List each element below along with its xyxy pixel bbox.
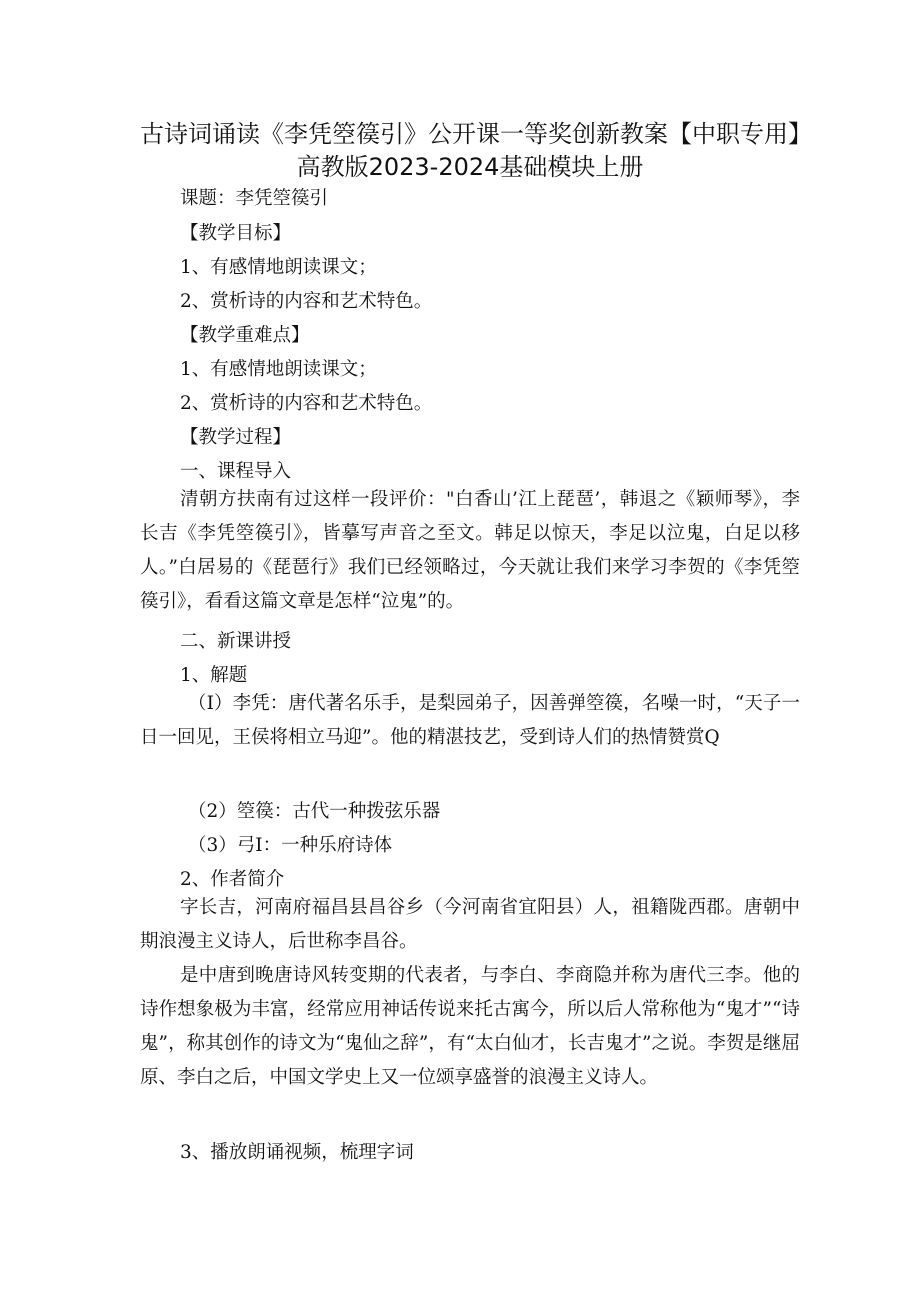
heading-teaching-process: 【教学过程】 [180,427,292,448]
key-point-2: 2、赏析诗的内容和艺术特色。 [180,393,433,414]
note-konghou: （2）箜篌：古代一种拨弦乐器 [188,801,441,822]
subsection-recitation-video: 3、播放朗诵视频，梳理字词 [180,1142,414,1163]
heading-key-points: 【教学重难点】 [180,325,310,346]
subsection-author-intro: 2、作者简介 [180,869,285,890]
lesson-topic: 课题：李凭箜篌引 [180,188,329,209]
document-title: 古诗词诵读《李凭箜篌引》公开课一等奖创新教案【中职专用】高教版2023-2024基础模块上册 [140,120,800,181]
section-course-intro: 一、课程导入 [180,461,292,482]
key-point-1: 1、有感情地朗读课文； [180,359,377,380]
heading-teaching-goals: 【教学目标】 [180,223,292,244]
author-paragraph-2: 是中唐到晚唐诗风转变期的代表者，与李白、李商隐并称为唐代三李。他的诗作想象极为丰富，经常应用神话传说来托古寓今，所以后人常称他为“鬼才”“诗鬼”，称其创作的诗文为“鬼仙之辞”，有“太白仙才，长吉鬼才”之说。李贺是继屈原、李白之后，中国文学史上又一位颂享盛誉的浪漫主义诗人。 [140,965,800,1088]
goal-item-2: 2、赏析诗的内容和艺术特色。 [180,291,433,312]
author-paragraph-1: 字长吉，河南府福昌县昌谷乡（今河南省宜阳县）人，祖籍陇西郡。唐朝中期浪漫主义诗人，后世称李昌谷。 [140,897,800,952]
note-yin: （3）弓I：一种乐府诗体 [188,835,393,856]
goal-item-1: 1、有感情地朗读课文； [180,257,377,278]
subsection-title-explanation: 1、解题 [180,665,248,686]
intro-paragraph: 清朝方扶南有过这样一段评价："白香山’江上琵琶’，韩退之《颖师琴》，李长吉《李凭箜篌引》，皆摹写声音之至文。韩足以惊天，李足以泣鬼，白足以移人。”白居易的《琵琶行》我们已经领略过，今天就让我们来学习李贺的《李凭箜篌引》，看看这篇文章是怎样“泣鬼”的。 [140,489,800,612]
section-new-lesson: 二、新课讲授 [180,631,292,652]
note-li-ping: （I）李凭：唐代著名乐手，是梨园弟子，因善弹箜篌，名噪一时，“天子一日一回见，王侯将相立马迎”。他的精湛技艺，受到诗人们的热情赞赏Q [140,693,800,748]
